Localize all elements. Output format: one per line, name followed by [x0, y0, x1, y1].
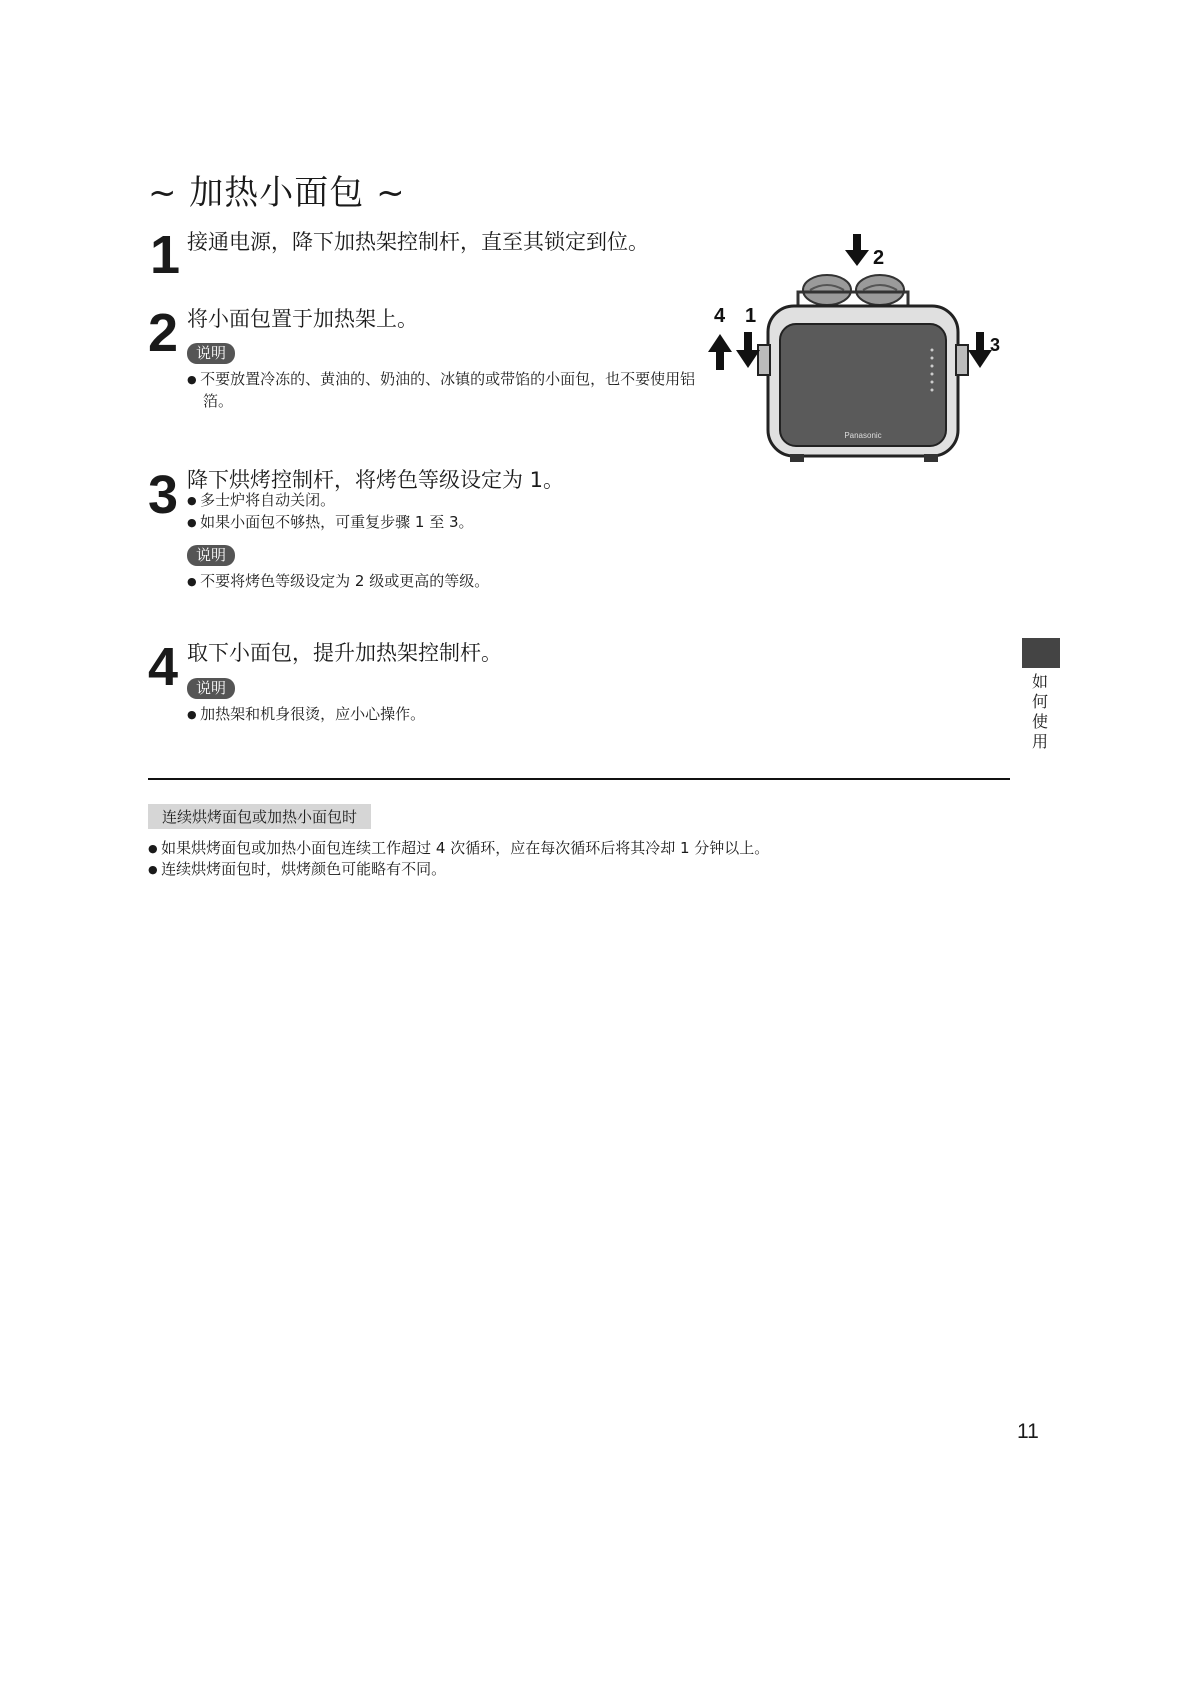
step-4-note-text: ● 加热架和机身很烫，应小心操作。: [187, 704, 703, 726]
note-badge: 说明: [187, 343, 235, 364]
label-2: 2: [873, 247, 885, 269]
side-tab-marker: [1022, 638, 1060, 668]
step-1-text: 接通电源，降下加热架控制杆，直至其锁定到位。: [187, 230, 649, 254]
step-1-number: 1: [150, 225, 181, 285]
side-tab-label: 如何使用: [1031, 672, 1048, 751]
arrow-up-icon: [708, 334, 732, 370]
step-3-bullet-1: ● 多士炉将自动关闭。: [187, 490, 703, 512]
step-4-text: 取下小面包，提升加热架控制杆。: [187, 641, 502, 665]
step-3-note-text: ● 不要将烤色等级设定为 2 级或更高的等级。: [187, 571, 703, 593]
continuous-bullet-2: ● 连续烘烤面包时，烘烤颜色可能略有不同。: [148, 859, 1024, 881]
continuous-bullet-1: ● 如果烘烤面包或加热小面包连续工作超过 4 次循环，应在每次循环后将其冷却 1 分钟以上。: [148, 838, 1024, 860]
label-4: 4: [714, 305, 726, 327]
step-3-bullet-2: ● 如果小面包不够热，可重复步骤 1 至 3。: [187, 512, 703, 534]
note-badge: 说明: [187, 545, 235, 566]
arrow-down-icon: [968, 332, 992, 368]
step-3-number: 3: [148, 465, 179, 525]
section-divider: [148, 778, 1010, 780]
step-4-note: [187, 678, 235, 699]
label-3: 3: [990, 335, 1000, 355]
brand-logo: Panasonic: [844, 431, 882, 440]
note-badge: 说明: [187, 678, 235, 699]
step-2-number: 2: [148, 303, 179, 363]
step-2-text: 将小面包置于加热架上。: [187, 307, 418, 331]
toaster-front-panel: [780, 324, 946, 446]
continuous-use-heading: 连续烘烤面包或加热小面包时: [148, 804, 371, 829]
page-title: ~ 加热小面包 ~: [148, 173, 406, 213]
step-2-note: [187, 343, 235, 364]
arrow-down-icon: [845, 234, 869, 266]
arrow-down-icon: [736, 332, 760, 368]
step-4-number: 4: [148, 637, 179, 697]
step-2-note-text: ● 不要放置冷冻的、黄油的、奶油的、冰镇的或带馅的小面包，也不要使用铝箔。: [187, 369, 713, 412]
label-1: 1: [745, 305, 757, 327]
page-number: 11: [1017, 1420, 1039, 1443]
step-3-note: [187, 545, 235, 566]
step-3-text: 降下烘烤控制杆，将烤色等级设定为 1。: [187, 468, 565, 492]
toaster-illustration: [700, 230, 1000, 475]
buns-icon: [803, 275, 904, 305]
